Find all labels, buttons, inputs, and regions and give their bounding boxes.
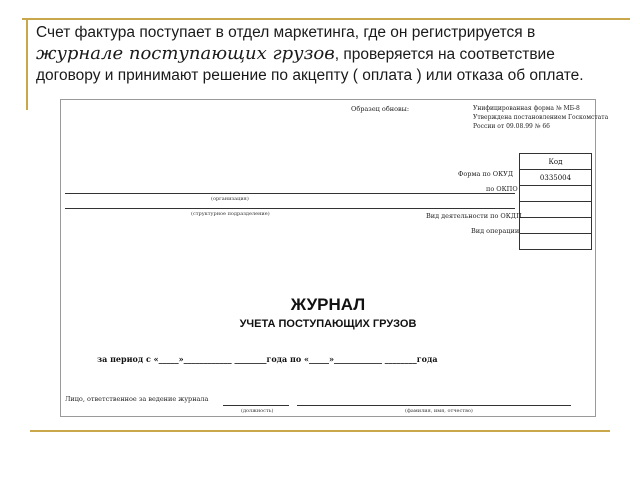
okdp-label: Вид деятельности по ОКДП: [426, 212, 522, 220]
organization-caption: (организация): [211, 196, 249, 202]
heading-emphasis: журнале поступающих грузов: [36, 43, 335, 64]
period-text: за период с «_____»____________ ________года по «_____»____________ ________года: [97, 354, 438, 364]
signature-line: [297, 405, 571, 406]
blank-code: [520, 202, 592, 218]
organization-line: [65, 193, 515, 194]
operation-label: Вид операции: [471, 227, 520, 235]
operation-code: [520, 234, 592, 250]
decorative-vertical-bar: [26, 18, 28, 110]
journal-subtitle: УЧЕТА ПОСТУПАЮЩИХ ГРУЗОВ: [239, 318, 417, 330]
sample-label: Образец обновы:: [351, 105, 410, 113]
okpo-code: [520, 186, 592, 202]
heading-text-part2: , проверяется на соответствие договору и принимают решение по акцепту ( оплата ) или отказа об оплате.: [36, 46, 584, 84]
approval-date-label: России от 09.08.99 № 66: [473, 123, 550, 130]
approved-by-label: Утверждена постановлением Госкомстата: [473, 114, 609, 121]
okpo-label: по ОКПО: [486, 185, 518, 193]
codes-table: [519, 153, 592, 250]
responsible-label: Лицо, ответственное за ведение журнала: [65, 395, 209, 403]
signature-caption: (фамилия, имя, отчество): [405, 408, 473, 414]
codes-header: Код: [520, 154, 592, 170]
decorative-top-bar: [22, 18, 630, 20]
heading-text-part1: Счет фактура поступает в отдел маркетинга, где он регистрируется в: [36, 24, 536, 41]
journal-title: ЖУРНАЛ: [290, 295, 366, 314]
okdp-code: [520, 218, 592, 234]
department-line: [65, 208, 515, 209]
journal-form-image: [60, 99, 609, 417]
department-caption: (структурное подразделение): [191, 211, 270, 217]
okud-code: 0335004: [520, 170, 592, 186]
okud-label: Форма по ОКУД: [458, 170, 514, 178]
slide-heading: [36, 22, 616, 86]
decorative-bottom-bar: [30, 430, 610, 432]
position-line: [223, 405, 289, 406]
unified-form-label: Унифицированная форма № МБ-8: [473, 105, 580, 112]
position-caption: (должность): [241, 408, 274, 414]
